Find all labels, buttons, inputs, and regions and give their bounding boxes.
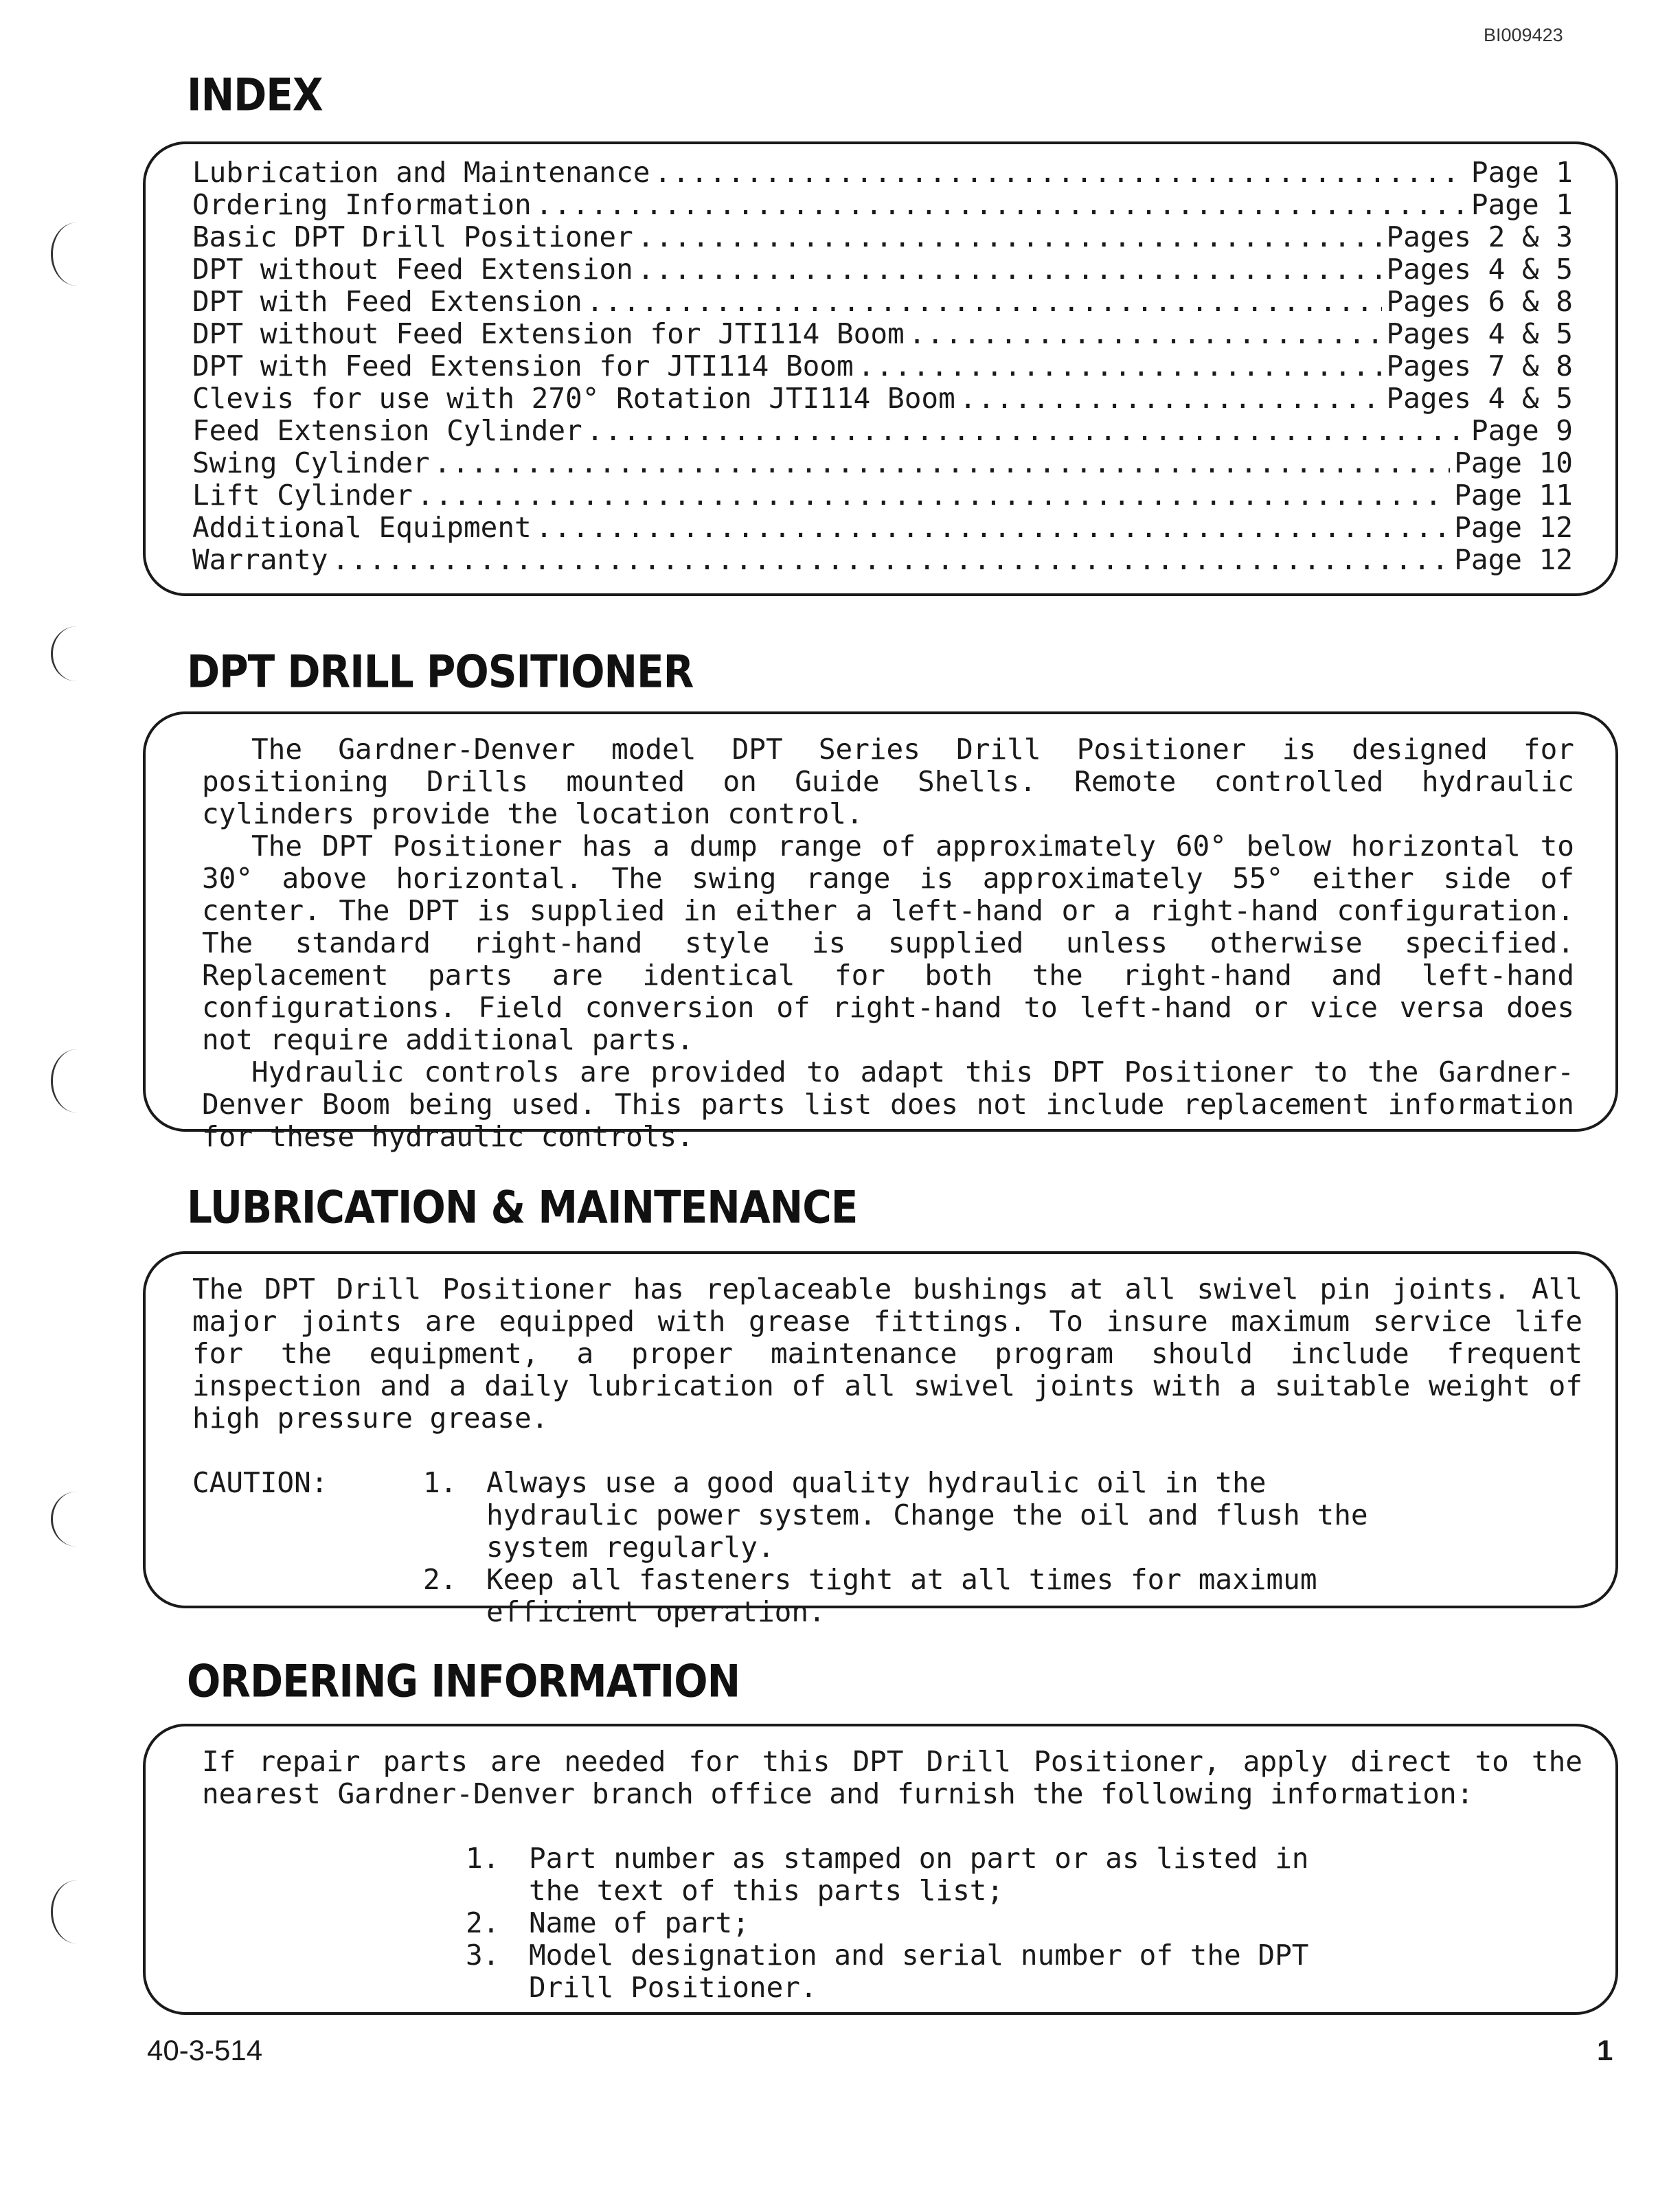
dot-leader (587, 415, 1467, 447)
index-entry-label: Warranty (192, 543, 328, 576)
index-entry-page: Pages 4 & 5 (1386, 317, 1573, 350)
index-entry (192, 415, 1573, 447)
index-entry-page: Pages 4 & 5 (1386, 253, 1573, 286)
document-id: BI009423 (1484, 25, 1563, 45)
punch-hole-mark (51, 1880, 102, 1943)
caution-item (423, 1467, 1582, 1564)
index-entry-page: Page 1 (1471, 156, 1573, 189)
index-entry (192, 286, 1573, 318)
index-entry-label: DPT without Feed Extension for JTI114 Boom (192, 317, 905, 350)
ordering-item (466, 1907, 1582, 1939)
dot-leader (434, 447, 1451, 479)
index-entry-page: Page 1 (1471, 188, 1573, 221)
dot-leader (960, 383, 1383, 415)
index-heading: INDEX (187, 68, 323, 121)
ordering-item (466, 1843, 1582, 1907)
ordering-text: Name of part; (529, 1906, 749, 1939)
punch-hole-mark (51, 223, 102, 286)
index-entry (192, 544, 1573, 576)
positioner-paragraph-1: The Gardner-Denver model DPT Series Drill Positioner is designed for positioning Drills mounted on Guide Shells. Remote controlled hydraulic cylinders provide the location control. (202, 733, 1574, 830)
ordering-number: 3. (466, 1939, 500, 1972)
index-list (192, 157, 1573, 576)
punch-hole-mark (51, 1049, 102, 1113)
positioner-box (143, 711, 1618, 1153)
caution-list (423, 1467, 1582, 1628)
lubrication-paragraph: The DPT Drill Positioner has replaceable bushings at all swivel pin joints. All major joints are equipped with grease fittings. To insure maximum service life for the equipment, a proper maintenance program should include frequent inspection and a daily lubrication of all swivel joints with a suitable weight of high pressure grease. (192, 1273, 1582, 1435)
index-entry-page: Page 10 (1454, 446, 1573, 479)
dot-leader (637, 221, 1383, 253)
dot-leader (332, 544, 1450, 576)
caution-block (192, 1467, 1582, 1628)
index-entry-page: Pages 2 & 3 (1386, 220, 1573, 253)
lubrication-heading: LUBRICATION & MAINTENANCE (187, 1180, 858, 1233)
punch-hole-mark (51, 626, 102, 681)
index-entry (192, 512, 1573, 544)
caution-text: Keep all fasteners tight at all times for maximum efficient operation. (486, 1563, 1317, 1628)
index-entry (192, 221, 1573, 253)
positioner-paragraph-3: Hydraulic controls are provided to adapt this DPT Positioner to the Gardner-Denver Boom being used. This parts list does not include replacement information for these hydraulic controls. (202, 1056, 1574, 1153)
ordering-text: Part number as stamped on part or as listed in the text of this parts list; (529, 1842, 1309, 1907)
ordering-number: 2. (466, 1906, 500, 1939)
dot-leader (417, 479, 1450, 512)
document-number: 40-3-514 (147, 2034, 263, 2066)
index-entry-label: Clevis for use with 270° Rotation JTI114 Boom (192, 382, 955, 415)
ordering-item (466, 1939, 1582, 2004)
index-entry-label: Lubrication and Maintenance (192, 156, 650, 189)
index-entry (192, 157, 1573, 189)
caution-text: Always use a good quality hydraulic oil in the hydraulic power system. Change the oil and flush the system regularly. (486, 1466, 1368, 1564)
page-number: 1 (1597, 2034, 1613, 2066)
index-entry-label: DPT with Feed Extension for JTI114 Boom (192, 350, 854, 383)
ordering-intro: If repair parts are needed for this DPT Drill Positioner, apply direct to the nearest Gardner-Denver branch office and furnish the following information: (202, 1745, 1582, 1810)
index-entry (192, 350, 1573, 383)
ordering-text: Model designation and serial number of the DPT Drill Positioner. (529, 1939, 1309, 2004)
index-entry-page: Pages 7 & 8 (1386, 350, 1573, 383)
index-entry (192, 318, 1573, 350)
index-entry (192, 383, 1573, 415)
dot-leader (654, 157, 1466, 189)
dot-leader (536, 189, 1467, 221)
dot-leader (637, 253, 1383, 286)
ordering-list (466, 1843, 1582, 2004)
index-entry-label: Basic DPT Drill Positioner (192, 220, 633, 253)
index-box (143, 141, 1618, 596)
caution-number: 2. (423, 1563, 457, 1596)
dot-leader (587, 286, 1383, 318)
caution-item (423, 1564, 1582, 1628)
index-entry-label: Additional Equipment (192, 511, 532, 544)
dot-leader (536, 512, 1451, 544)
punch-hole-mark (51, 1492, 102, 1547)
ordering-heading: ORDERING INFORMATION (187, 1654, 740, 1707)
caution-label: CAUTION: (192, 1466, 328, 1499)
index-entry-page: Page 11 (1454, 479, 1573, 512)
index-entry (192, 479, 1573, 512)
index-entry (192, 189, 1573, 221)
dot-leader (858, 350, 1383, 383)
index-entry-label: Ordering Information (192, 188, 532, 221)
index-entry-page: Page 12 (1454, 511, 1573, 544)
index-entry-page: Pages 6 & 8 (1386, 285, 1573, 318)
lubrication-box (143, 1251, 1618, 1628)
ordering-number: 1. (466, 1842, 500, 1875)
positioner-paragraph-2: The DPT Positioner has a dump range of approximately 60° below horizontal to 30° above horizontal. The swing range is approximately 55° either side of center. The DPT is supplied in either a left-hand or a right-hand configuration. The standard right-hand style is supplied unless otherwise specified. Replacement parts are identical for both the right-hand and left-hand configurations. Field conversion of right-hand to left-hand or vice versa does not require additional parts. (202, 830, 1574, 1056)
ordering-box (143, 1724, 1618, 2015)
caution-number: 1. (423, 1466, 457, 1499)
index-entry-page: Pages 4 & 5 (1386, 382, 1573, 415)
index-entry-label: Feed Extension Cylinder (192, 414, 582, 447)
index-entry-page: Page 9 (1471, 414, 1573, 447)
index-entry-label: Swing Cylinder (192, 446, 430, 479)
index-entry-label: DPT with Feed Extension (192, 285, 582, 318)
index-entry-label: DPT without Feed Extension (192, 253, 633, 286)
index-entry (192, 253, 1573, 286)
index-entry-page: Page 12 (1454, 543, 1573, 576)
index-entry-label: Lift Cylinder (192, 479, 413, 512)
index-entry (192, 447, 1573, 479)
positioner-heading: DPT DRILL POSITIONER (187, 645, 694, 698)
dot-leader (909, 318, 1383, 350)
